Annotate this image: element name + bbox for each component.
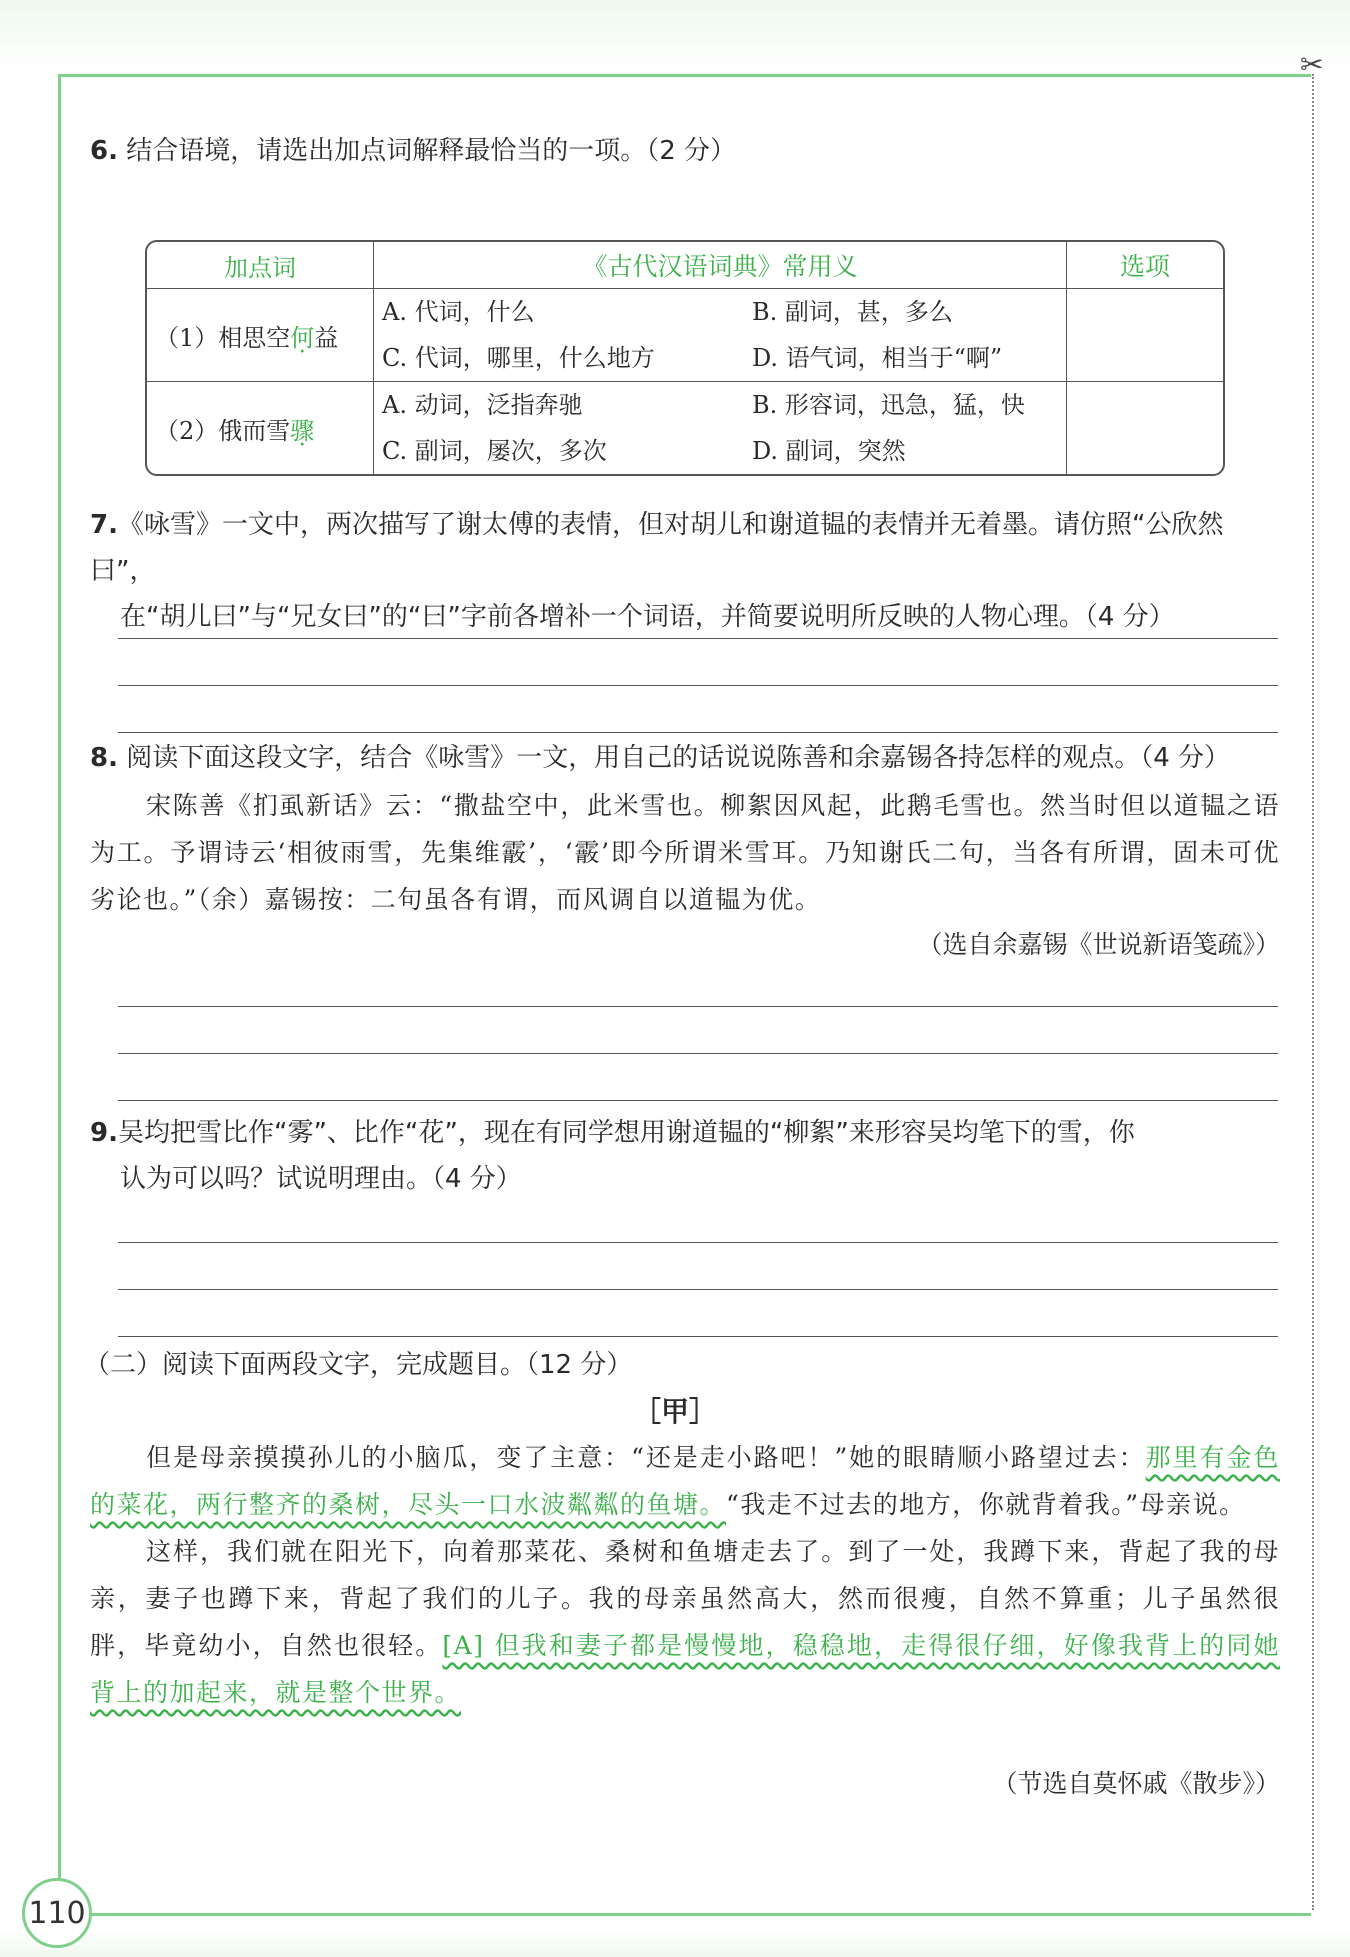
row-meanings [374, 382, 1067, 474]
option-a: A. 代词，什么 [382, 298, 535, 326]
paragraph-2 [90, 1528, 1280, 1716]
answer-line[interactable] [118, 592, 1278, 639]
answer-lines-q8[interactable] [118, 960, 1278, 1101]
option-c: C. 副词，屡次，多次 [382, 437, 607, 465]
question-text-line2: 在“胡儿曰”与“兄女曰”的“曰”字前各增补一个词语，并简要说明所反映的人物心理。（4 分） [120, 602, 1175, 632]
answer-line[interactable] [118, 686, 1278, 733]
question-number: 8. [90, 743, 118, 773]
part-a-title: ［甲］ [632, 1395, 717, 1428]
option-d: D. 副词，突然 [752, 437, 906, 465]
question-9 [90, 1110, 1280, 1202]
table-header-row [147, 242, 1223, 289]
row-meanings [374, 289, 1067, 382]
word-prefix: （1）相思空 [155, 323, 291, 352]
answer-line[interactable] [118, 1007, 1278, 1054]
question-number: 6. [90, 136, 118, 166]
part-a-passage [90, 1434, 1280, 1716]
header-word: 加点词 [147, 242, 374, 289]
q8-source: （选自余嘉锡《世说新语笺疏》） [917, 930, 1280, 959]
page-number: 110 [22, 1878, 92, 1948]
option-b: B. 副词，甚，多么 [752, 298, 953, 326]
table-row [147, 289, 1223, 382]
answer-lines-q9[interactable] [118, 1196, 1278, 1337]
question-number: 9. [90, 1118, 118, 1148]
answer-line[interactable] [118, 1290, 1278, 1337]
top-band [0, 0, 1350, 68]
answer-line[interactable] [118, 1243, 1278, 1290]
part-a-source: （节选自莫怀戚《散步》） [992, 1769, 1280, 1798]
answer-cell[interactable] [1067, 289, 1223, 382]
section-title: （二）阅读下面两段文字，完成题目。（12 分） [84, 1350, 633, 1380]
row-word [147, 289, 374, 382]
p2-underlined: [A] 但我和妻子都是慢慢地，稳稳地，走得很仔细，好像我背上的同她背上的加起来，就是整个世界。 [90, 1631, 1280, 1707]
question-6 [90, 128, 1280, 174]
table-row [147, 382, 1223, 474]
question-text-line1: 《咏雪》一文中，两次描写了谢太傅的表情，但对胡儿和谢道韫的表情并无着墨。请仿照“公欣然曰”， [90, 510, 1224, 586]
question-text: 结合语境，请选出加点词解释最恰当的一项。（2 分） [126, 136, 737, 166]
bottom-band [0, 1930, 1350, 1957]
question-8 [90, 735, 1280, 781]
answer-line[interactable] [118, 639, 1278, 686]
answer-line[interactable] [118, 1196, 1278, 1243]
header-meaning: 《古代汉语词典》常用义 [374, 242, 1067, 289]
answer-line[interactable] [118, 960, 1278, 1007]
word-prefix: （2）俄而雪 [155, 416, 291, 445]
gloss-table [145, 240, 1225, 476]
option-a: A. 动词，泛指奔驰 [382, 391, 583, 419]
p1-underlined: 那里有金色的菜花，两行整齐的桑树，尽头一口水波粼粼的鱼塘。 [90, 1443, 1280, 1519]
option-b: B. 形容词，迅急，猛，快 [752, 391, 1025, 419]
paragraph-1 [90, 1434, 1280, 1528]
dotted-char: 骤 [290, 416, 315, 445]
answer-cell[interactable] [1067, 382, 1223, 474]
p2-text: 这样，我们就在阳光下，向着那菜花、桑树和鱼塘走去了。到了一处，我蹲下来，背起了我的母亲，妻子也蹲下来，背起了我们的儿子。我的母亲虽然高大，然而很瘦，自然不算重；儿子虽然很胖，毕竟幼小，自然也很轻。 [90, 1537, 1280, 1660]
answer-line[interactable] [118, 1054, 1278, 1101]
header-option: 选项 [1067, 242, 1223, 289]
q8-passage [90, 782, 1280, 923]
question-text-line2: 认为可以吗？试说明理由。（4 分） [120, 1164, 522, 1194]
p1-text: 但是母亲摸摸孙儿的小脑瓜，变了主意：“还是走小路吧！”她的眼睛顺小路望过去： [146, 1443, 1146, 1472]
option-c: C. 代词，哪里，什么地方 [382, 344, 655, 372]
question-text: 阅读下面这段文字，结合《咏雪》一文，用自己的话说说陈善和余嘉锡各持怎样的观点。（4 分） [126, 743, 1231, 773]
word-suffix: 益 [314, 323, 339, 352]
cut-line [1312, 74, 1314, 1910]
row-word [147, 382, 374, 474]
scissors-icon: ✂ [1300, 48, 1324, 81]
p1-text-end: “我走不过去的地方，你就背着我。”母亲说。 [726, 1490, 1246, 1519]
answer-lines-q7[interactable] [118, 592, 1278, 733]
dotted-char: 何 [290, 323, 315, 352]
passage-text: 宋陈善《扪虱新话》云：“撒盐空中，此米雪也。柳絮因风起，此鹅毛雪也。然当时但以道韫之语为工。予谓诗云‘相彼雨雪，先集维霰’，‘霰’即今所谓米雪耳。乃知谢氏二句，当各有所谓，固未可优劣论也。”（余）嘉锡按：二句虽各有谓，而风调自以道韫为优。 [90, 791, 1280, 914]
question-text-line1: 吴均把雪比作“雾”、比作“花”，现在有同学想用谢道韫的“柳絮”来形容吴均笔下的雪，你 [117, 1118, 1135, 1148]
question-number: 7. [90, 510, 118, 540]
option-d: D. 语气词，相当于“啊” [752, 344, 1003, 372]
